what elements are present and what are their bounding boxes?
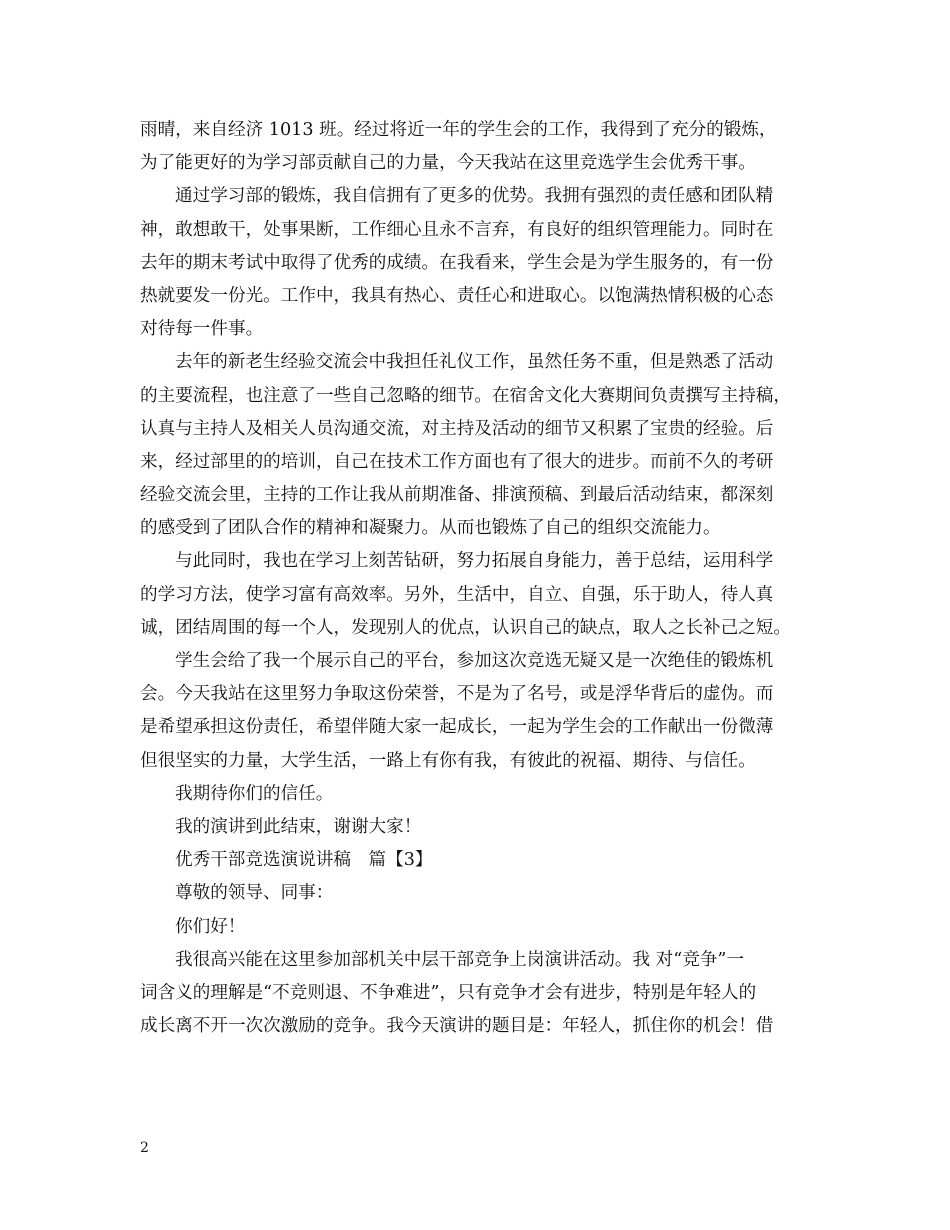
text-line: 雨晴，来自经济 1013 班。经过将近一年的学生会的工作，我得到了充分的锻炼， — [140, 120, 777, 140]
text-line: 与此同时，我也在学习上刻苦钻研，努力拓展自身能力，善于总结，运用科学 — [175, 551, 774, 572]
text-line: 认真与主持人及相关人员沟通交流，对主持及活动的细节又积累了宝贵的经验。后 — [140, 418, 774, 439]
text-line: 成长离不开一次次激励的竞争。我今天演讲的题目是：年轻人，抓住你的机会！借 — [140, 1016, 774, 1037]
text-line: 词含义的理解是“不竞则退、不争难进”，只有竞争才会有进步，特别是年轻人的 — [140, 982, 757, 1003]
text-line: 我很高兴能在这里参加部机关中层干部竞争上岗演讲活动。我 对“竞争”一 — [175, 949, 744, 970]
text-line: 会。今天我站在这里努力争取这份荣誉，不是为了名号，或是浮华背后的虚伪。而 — [140, 684, 774, 705]
text-line: 的感受到了团队合作的精神和凝聚力。从而也锻炼了自己的组织交流能力。 — [140, 518, 721, 539]
text-line: 的主要流程，也注意了一些自己忽略的细节。在宿舍文化大赛期间负责撰写主持稿， — [140, 385, 791, 406]
text-line: 去年的新老生经验交流会中我担任礼仪工作，虽然任务不重，但是熟悉了活动 — [175, 352, 774, 373]
text-line: 神，敢想敢干，处事果断，工作细心且永不言弃，有良好的组织管理能力。同时在 — [140, 219, 774, 240]
text-line: 去年的期末考试中取得了优秀的成绩。在我看来，学生会是为学生服务的，有一份 — [140, 252, 774, 273]
page-number: 2 — [140, 1140, 149, 1156]
text-line: 对待每一件事。 — [140, 319, 264, 340]
text-line: 你们好！ — [175, 916, 246, 937]
document-body — [140, 114, 812, 1043]
text-line: 学生会给了我一个展示自己的平台，参加这次竞选无疑又是一次绝佳的锻炼机 — [175, 651, 774, 671]
text-line: 通过学习部的锻炼，我自信拥有了更多的优势。我拥有强烈的责任感和团队精 — [175, 186, 774, 207]
text-line: 我的演讲到此结束，谢谢大家！ — [175, 816, 422, 837]
text-line: 但很坚实的力量，大学生活，一路上有你有我，有彼此的祝福、期待、与信任。 — [140, 750, 756, 771]
text-line: 我期待你们的信任。 — [175, 783, 334, 804]
text-line: 是希望承担这份责任，希望伴随大家一起成长，一起为学生会的工作献出一份微薄 — [140, 717, 774, 738]
text-line: 优秀干部竞选演说讲稿 篇【3】 — [175, 850, 433, 871]
text-line: 为了能更好的为学习部贡献自己的力量，今天我站在这里竞选学生会优秀干事。 — [140, 153, 756, 174]
text-line: 的学习方法，使学习富有高效率。另外，生活中，自立、自强，乐于助人，待人真 — [140, 584, 774, 605]
text-line: 诚，团结周围的每一个人，发现别人的优点，认识自己的缺点，取人之长补己之短。 — [140, 617, 791, 638]
text-line: 尊敬的领导、同事： — [175, 883, 334, 904]
text-line: 来，经过部里的的培训，自己在技术工作方面也有了很大的进步。而前不久的考研 — [140, 451, 774, 472]
text-line: 热就要发一份光。工作中，我具有热心、责任心和进取心。以饱满热情积极的心态 — [140, 285, 774, 306]
text-line: 经验交流会里，主持的工作让我从前期准备、排演预稿、到最后活动结束，都深刻 — [140, 485, 774, 506]
